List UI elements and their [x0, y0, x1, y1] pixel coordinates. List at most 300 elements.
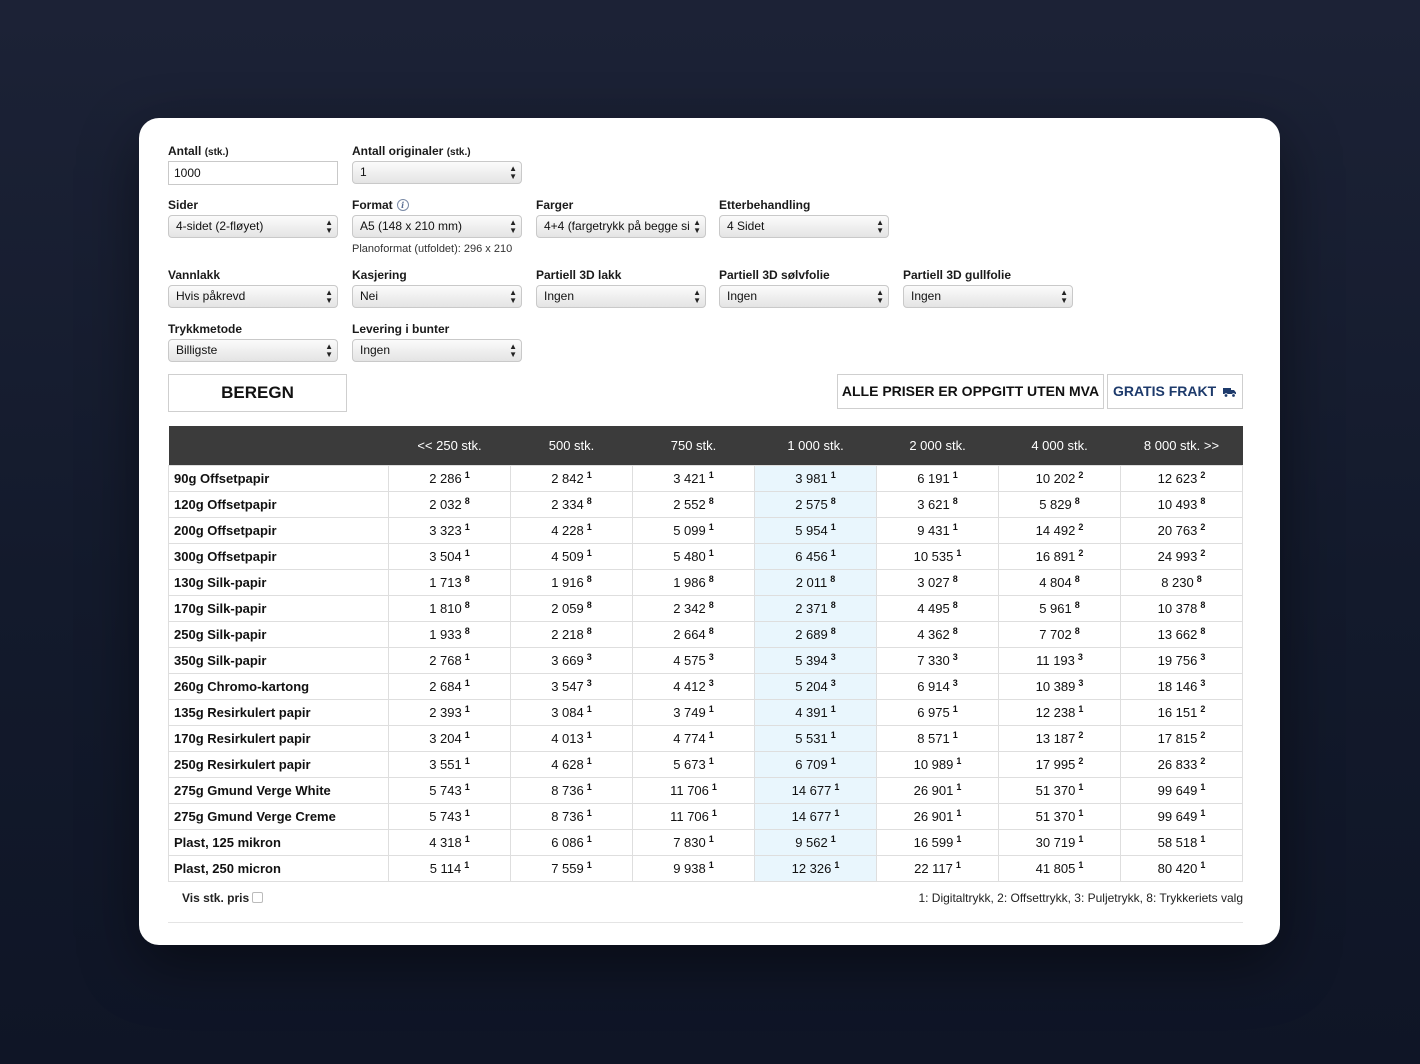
price-cell[interactable] [633, 726, 755, 752]
print-method-code: 8 [708, 574, 714, 584]
price-value: 1 810 [429, 601, 462, 616]
price-cell[interactable] [389, 830, 511, 856]
price-cell[interactable] [755, 674, 877, 700]
paper-name: 260g Chromo-kartong [169, 674, 389, 700]
trykkmetode-label: Trykkmetode [168, 322, 243, 336]
select-arrows-icon: ▲ ▼ [509, 163, 517, 181]
price-cell[interactable] [877, 830, 999, 856]
print-method-code: 1 [711, 782, 717, 792]
price-cell[interactable] [389, 856, 511, 882]
price-cell[interactable] [633, 856, 755, 882]
price-value: 26 901 [913, 783, 954, 798]
price-value: 10 493 [1157, 497, 1198, 512]
price-table-header [169, 426, 1243, 466]
price-cell[interactable] [999, 856, 1121, 882]
price-cell[interactable] [633, 570, 755, 596]
price-cell[interactable] [999, 778, 1121, 804]
print-method-code: 1 [834, 860, 840, 870]
price-value: 2 286 [429, 471, 462, 486]
print-method-code: 1 [464, 834, 470, 844]
price-value: 2 575 [795, 497, 828, 512]
column-header-2000: 2 000 stk. [877, 426, 999, 466]
originaler-select[interactable]: 1 ▲ ▼ [352, 161, 522, 184]
price-value: 6 456 [795, 549, 828, 564]
print-method-code: 8 [952, 626, 958, 636]
price-value: 5 394 [795, 653, 828, 668]
farger-field [536, 198, 706, 238]
price-value: 5 743 [429, 783, 462, 798]
price-value: 51 370 [1035, 809, 1076, 824]
price-cell[interactable] [755, 752, 877, 778]
print-method-code: 3 [830, 678, 836, 688]
table-row [169, 648, 1243, 674]
price-cell[interactable] [877, 466, 999, 492]
price-cell[interactable] [633, 622, 755, 648]
print-method-code: 1 [464, 860, 470, 870]
price-value: 3 621 [917, 497, 950, 512]
price-cell[interactable] [877, 752, 999, 778]
price-cell[interactable] [389, 544, 511, 570]
price-cell[interactable] [633, 778, 755, 804]
price-cell[interactable] [1121, 726, 1243, 752]
price-cell[interactable] [389, 518, 511, 544]
price-cell[interactable] [633, 544, 755, 570]
table-row [169, 804, 1243, 830]
vannlakk-label: Vannlakk [168, 268, 221, 282]
print-method-code: 1 [464, 652, 470, 662]
price-cell[interactable] [511, 674, 633, 700]
price-cell[interactable] [877, 518, 999, 544]
price-value: 4 774 [673, 731, 706, 746]
price-cell[interactable] [999, 830, 1121, 856]
price-cell[interactable] [999, 804, 1121, 830]
print-method-code: 1 [708, 522, 714, 532]
price-cell[interactable] [755, 518, 877, 544]
price-cell[interactable] [877, 856, 999, 882]
print-method-code: 1 [1200, 782, 1206, 792]
column-header [169, 426, 389, 466]
print-method-code: 3 [1077, 652, 1083, 662]
price-value: 10 202 [1035, 471, 1076, 486]
price-cell[interactable] [389, 570, 511, 596]
price-value: 2 371 [795, 601, 828, 616]
print-method-code: 2 [1078, 522, 1084, 532]
price-cell[interactable] [633, 492, 755, 518]
select-arrows-icon: ▲ ▼ [509, 217, 517, 235]
price-cell[interactable] [877, 544, 999, 570]
price-cell[interactable] [1121, 570, 1243, 596]
price-value: 9 431 [917, 523, 950, 538]
price-cell[interactable] [877, 622, 999, 648]
price-cell[interactable] [877, 492, 999, 518]
price-cell[interactable] [877, 804, 999, 830]
show-unit-price[interactable] [182, 891, 263, 905]
print-method-code: 1 [586, 548, 592, 558]
kasjering-select[interactable]: Nei ▲ ▼ [352, 285, 522, 308]
price-value: 2 664 [673, 627, 706, 642]
price-cell[interactable] [633, 752, 755, 778]
price-value: 10 535 [913, 549, 954, 564]
vannlakk-field [168, 268, 338, 308]
print-method-code: 8 [830, 626, 836, 636]
price-value: 5 114 [429, 861, 462, 876]
paper-name: 170g Resirkulert papir [169, 726, 389, 752]
price-cell[interactable] [755, 700, 877, 726]
price-value: 13 662 [1157, 627, 1198, 642]
price-cell[interactable] [633, 674, 755, 700]
paper-name: 135g Resirkulert papir [169, 700, 389, 726]
antall-label: Antall (stk.) [168, 144, 229, 158]
farger-label: Farger [536, 198, 574, 212]
price-value: 10 389 [1035, 679, 1076, 694]
price-value: 14 492 [1035, 523, 1076, 538]
print-method-code: 8 [464, 574, 470, 584]
print-method-code: 1 [830, 756, 836, 766]
price-value: 5 204 [795, 679, 828, 694]
price-value: 1 713 [429, 575, 462, 590]
column-header-4000: 4 000 stk. [999, 426, 1121, 466]
price-value: 6 086 [551, 835, 584, 850]
farger-select[interactable]: 4+4 (fargetrykk på begge si ▲ ▼ [536, 215, 706, 238]
select-arrows-icon: ▲ ▼ [693, 217, 701, 235]
price-cell[interactable] [877, 700, 999, 726]
price-cell[interactable] [511, 752, 633, 778]
select-arrows-icon: ▲ ▼ [693, 287, 701, 305]
price-value: 17 995 [1035, 757, 1076, 772]
table-row [169, 466, 1243, 492]
price-table-body [169, 466, 1243, 882]
price-cell[interactable] [1121, 856, 1243, 882]
info-icon[interactable]: i [397, 199, 409, 211]
price-value: 2 552 [673, 497, 706, 512]
print-method-code: 1 [1200, 834, 1206, 844]
table-row [169, 726, 1243, 752]
trykkmetode-select[interactable]: Billigste ▲ ▼ [168, 339, 338, 362]
sider-select[interactable]: 4-sidet (2-fløyet) ▲ ▼ [168, 215, 338, 238]
price-cell[interactable] [755, 778, 877, 804]
price-value: 2 218 [551, 627, 584, 642]
price-cell[interactable] [1121, 492, 1243, 518]
price-cell[interactable] [511, 518, 633, 544]
price-cell[interactable] [389, 492, 511, 518]
print-method-code: 1 [956, 834, 962, 844]
price-cell[interactable] [755, 570, 877, 596]
price-cell[interactable] [633, 830, 755, 856]
select-arrows-icon: ▲ ▼ [1060, 287, 1068, 305]
price-cell[interactable] [999, 596, 1121, 622]
price-cell[interactable] [755, 622, 877, 648]
print-method-code: 2 [1078, 470, 1084, 480]
print-method-code: 1 [956, 548, 962, 558]
antall-field [168, 144, 338, 185]
price-cell[interactable] [877, 570, 999, 596]
print-method-code: 1 [956, 782, 962, 792]
price-cell[interactable] [633, 466, 755, 492]
price-cell[interactable] [511, 700, 633, 726]
etterbehandling-field [719, 198, 889, 238]
price-cell[interactable] [511, 570, 633, 596]
price-cell[interactable] [755, 596, 877, 622]
select-arrows-icon: ▲ ▼ [876, 217, 884, 235]
price-cell[interactable] [877, 674, 999, 700]
price-value: 4 318 [429, 835, 462, 850]
print-method-code: 8 [586, 600, 592, 610]
price-value: 3 547 [551, 679, 584, 694]
print-method-code: 1 [464, 522, 470, 532]
price-value: 4 575 [673, 653, 706, 668]
print-method-code: 1 [464, 470, 470, 480]
price-cell[interactable] [511, 544, 633, 570]
price-value: 2 342 [673, 601, 706, 616]
lakk3d-label: Partiell 3D lakk [536, 268, 622, 282]
price-cell[interactable] [633, 518, 755, 544]
price-cell[interactable] [511, 596, 633, 622]
paper-name: 250g Silk-papir [169, 622, 389, 648]
price-cell[interactable] [999, 492, 1121, 518]
price-cell[interactable] [999, 726, 1121, 752]
table-row [169, 830, 1243, 856]
price-value: 16 151 [1157, 705, 1198, 720]
print-method-code: 3 [830, 652, 836, 662]
print-method-code: 1 [952, 522, 958, 532]
price-table [168, 426, 1243, 882]
price-cell[interactable] [389, 804, 511, 830]
price-value: 80 420 [1157, 861, 1198, 876]
free-shipping-button[interactable] [1107, 374, 1243, 409]
etterbehandling-select[interactable]: 4 Sidet ▲ ▼ [719, 215, 889, 238]
print-method-code: 1 [708, 548, 714, 558]
price-cell[interactable] [389, 648, 511, 674]
price-cell[interactable] [511, 466, 633, 492]
lakk3d-field [536, 268, 706, 308]
print-method-code: 1 [586, 704, 592, 714]
print-method-code: 8 [708, 600, 714, 610]
print-method-code: 3 [952, 678, 958, 688]
antall-input[interactable]: 1000 [168, 161, 338, 185]
price-cell[interactable] [755, 856, 877, 882]
price-cell[interactable] [755, 544, 877, 570]
print-method-code: 8 [1074, 496, 1080, 506]
price-cell[interactable] [755, 830, 877, 856]
price-cell[interactable] [755, 466, 877, 492]
price-cell[interactable] [999, 648, 1121, 674]
price-cell[interactable] [755, 726, 877, 752]
show-unit-price-label: Vis stk. pris [182, 891, 250, 905]
price-cell[interactable] [1121, 700, 1243, 726]
price-cell[interactable] [999, 544, 1121, 570]
print-method-code: 1 [708, 704, 714, 714]
print-method-code: 1 [1078, 808, 1084, 818]
price-cell[interactable] [1121, 648, 1243, 674]
price-cell[interactable] [999, 622, 1121, 648]
price-cell[interactable] [999, 466, 1121, 492]
paper-name: 275g Gmund Verge Creme [169, 804, 389, 830]
price-cell[interactable] [389, 596, 511, 622]
price-value: 58 518 [1157, 835, 1198, 850]
price-cell[interactable] [1121, 752, 1243, 778]
price-cell[interactable] [1121, 622, 1243, 648]
table-row [169, 700, 1243, 726]
show-unit-price-checkbox[interactable] [252, 892, 263, 903]
column-header-250[interactable]: << 250 stk. [389, 426, 511, 466]
price-cell[interactable] [633, 804, 755, 830]
price-value: 14 677 [791, 783, 832, 798]
print-method-code: 8 [1200, 496, 1206, 506]
price-value: 18 146 [1157, 679, 1198, 694]
price-value: 3 204 [429, 731, 462, 746]
price-cell[interactable] [999, 674, 1121, 700]
price-value: 6 709 [795, 757, 828, 772]
price-cell[interactable] [1121, 466, 1243, 492]
gullfolie-select[interactable]: Ingen ▲ ▼ [903, 285, 1073, 308]
price-cell[interactable] [1121, 830, 1243, 856]
levering-select[interactable]: Ingen ▲ ▼ [352, 339, 522, 362]
price-cell[interactable] [633, 596, 755, 622]
planoformat-hint: Planoformat (utfoldet): 296 x 210 [352, 243, 513, 255]
price-value: 19 756 [1157, 653, 1198, 668]
print-method-code: 1 [834, 782, 840, 792]
price-cell[interactable] [877, 726, 999, 752]
solvfolie-select[interactable]: Ingen ▲ ▼ [719, 285, 889, 308]
price-value: 5 743 [429, 809, 462, 824]
price-cell[interactable] [511, 830, 633, 856]
price-cell[interactable] [1121, 596, 1243, 622]
price-cell[interactable] [1121, 544, 1243, 570]
price-cell[interactable] [389, 778, 511, 804]
format-field [352, 198, 522, 255]
print-method-code: 1 [586, 860, 592, 870]
price-value: 3 504 [429, 549, 462, 564]
price-value: 7 559 [551, 861, 584, 876]
print-method-code: 1 [464, 756, 470, 766]
paper-name: 170g Silk-papir [169, 596, 389, 622]
price-cell[interactable] [511, 622, 633, 648]
price-value: 3 323 [429, 523, 462, 538]
price-cell[interactable] [1121, 778, 1243, 804]
gullfolie-label: Partiell 3D gullfolie [903, 268, 1012, 282]
price-cell[interactable] [999, 570, 1121, 596]
print-method-code: 3 [1200, 652, 1206, 662]
print-method-code: 1 [708, 756, 714, 766]
price-value: 5 961 [1039, 601, 1072, 616]
print-method-code: 1 [1200, 808, 1206, 818]
price-cell[interactable] [511, 804, 633, 830]
table-row [169, 674, 1243, 700]
print-method-code: 8 [708, 626, 714, 636]
paper-name: 350g Silk-papir [169, 648, 389, 674]
format-select[interactable]: A5 (148 x 210 mm) ▲ ▼ [352, 215, 522, 238]
free-shipping-label: GRATIS FRAKT [1112, 383, 1217, 399]
print-method-code: 1 [830, 470, 836, 480]
price-cell[interactable] [389, 466, 511, 492]
paper-name: 90g Offsetpapir [169, 466, 389, 492]
print-method-legend: 1: Digitaltrykk, 2: Offsettrykk, 3: Puljetrykk, 8: Trykkeriets valg [918, 891, 1243, 905]
price-cell[interactable] [389, 622, 511, 648]
price-value: 6 191 [917, 471, 950, 486]
print-method-code: 1 [955, 860, 961, 870]
price-value: 2 334 [551, 497, 584, 512]
price-cell[interactable] [389, 726, 511, 752]
price-cell[interactable] [633, 648, 755, 674]
price-cell[interactable] [999, 752, 1121, 778]
price-cell[interactable] [633, 700, 755, 726]
calculate-button[interactable]: BEREGN [168, 374, 347, 412]
price-cell[interactable] [1121, 804, 1243, 830]
price-cell[interactable] [877, 596, 999, 622]
price-value: 5 099 [673, 523, 706, 538]
price-cell[interactable] [999, 700, 1121, 726]
price-cell[interactable] [511, 778, 633, 804]
price-value: 12 238 [1035, 705, 1076, 720]
lakk3d-select[interactable]: Ingen ▲ ▼ [536, 285, 706, 308]
price-value: 3 749 [673, 705, 706, 720]
price-value: 1 933 [429, 627, 462, 642]
print-method-code: 8 [952, 574, 958, 584]
print-method-code: 8 [464, 626, 470, 636]
column-header-8000[interactable]: 8 000 stk. >> [1121, 426, 1243, 466]
print-method-code: 1 [464, 678, 470, 688]
print-method-code: 3 [1200, 678, 1206, 688]
price-value: 17 815 [1157, 731, 1198, 746]
print-method-code: 8 [586, 496, 592, 506]
price-cell[interactable] [389, 674, 511, 700]
print-method-code: 2 [1200, 522, 1206, 532]
table-row [169, 752, 1243, 778]
price-cell[interactable] [755, 648, 877, 674]
price-value: 5 829 [1039, 497, 1072, 512]
print-method-code: 1 [708, 834, 714, 844]
price-cell[interactable] [511, 648, 633, 674]
print-method-code: 1 [1078, 860, 1084, 870]
price-value: 3 669 [551, 653, 584, 668]
print-method-code: 8 [830, 574, 836, 584]
price-value: 2 684 [429, 679, 462, 694]
price-cell[interactable] [1121, 674, 1243, 700]
originaler-label: Antall originaler (stk.) [352, 144, 471, 158]
price-cell[interactable] [755, 492, 877, 518]
price-cell[interactable] [999, 518, 1121, 544]
print-method-code: 1 [830, 730, 836, 740]
price-cell[interactable] [755, 804, 877, 830]
print-method-code: 1 [1078, 782, 1084, 792]
price-cell[interactable] [511, 856, 633, 882]
levering-label: Levering i bunter [352, 322, 450, 336]
price-cell[interactable] [877, 648, 999, 674]
print-method-code: 1 [1200, 860, 1206, 870]
price-cell[interactable] [877, 778, 999, 804]
print-method-code: 1 [464, 782, 470, 792]
format-label: Format i [352, 198, 522, 212]
solvfolie-field [719, 268, 889, 308]
vannlakk-select[interactable]: Hvis påkrevd ▲ ▼ [168, 285, 338, 308]
select-arrows-icon: ▲ ▼ [876, 287, 884, 305]
price-value: 3 421 [673, 471, 706, 486]
price-cell[interactable] [511, 492, 633, 518]
print-method-code: 1 [586, 756, 592, 766]
price-cell[interactable] [389, 700, 511, 726]
gullfolie-field [903, 268, 1073, 308]
price-cell[interactable] [1121, 518, 1243, 544]
table-row [169, 622, 1243, 648]
select-arrows-icon: ▲ ▼ [509, 287, 517, 305]
price-value: 2 011 [795, 575, 828, 590]
print-method-code: 2 [1200, 470, 1206, 480]
column-header-1000: 1 000 stk. [755, 426, 877, 466]
print-method-code: 2 [1078, 730, 1084, 740]
price-cell[interactable] [389, 752, 511, 778]
price-cell[interactable] [511, 726, 633, 752]
print-method-code: 8 [1200, 600, 1206, 610]
